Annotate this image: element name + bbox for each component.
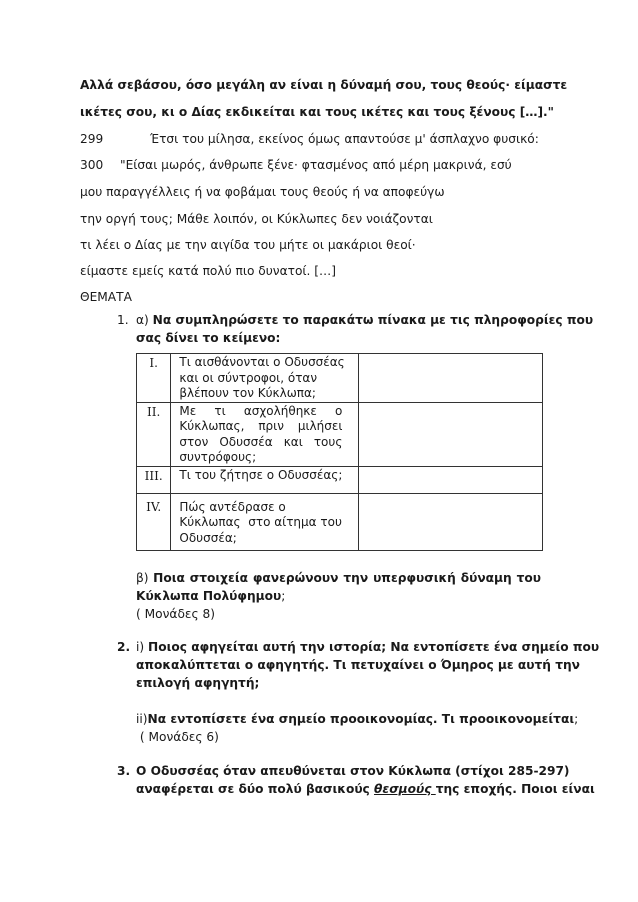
q1-prefix: α) <box>136 313 149 327</box>
verse-299 <box>80 131 539 147</box>
q2-marks: ( Μονάδες 6) <box>136 730 219 744</box>
row-answer-cell[interactable] <box>359 402 543 466</box>
q1b-prefix: β) <box>136 571 149 585</box>
row-question: Τι του ζήτησε ο Οδυσσέας; <box>171 466 359 493</box>
table-row <box>137 354 543 403</box>
text-line-2: ικέτες σου, κι ο Δίας εκδικείται και τους ικέτες και τους ξένους […]." <box>80 105 555 119</box>
q3-text-line2: αναφέρεται σε δύο πολύ βασικούς θεσμούς της εποχής. Ποιοι είναι <box>136 782 595 796</box>
text-line-5: μου παραγγέλλεις ή να φοβάμαι τους θεούς ή να αποφεύγω <box>80 185 445 199</box>
q2-prompt: i) Ποιος αφηγείται αυτή την ιστορία; Να εντοπίσετε ένα σημείο που αποκαλύπτεται ο αφηγητής. Τι πετυχαίνει ο Όμηρος με αυτή την επιλογή αφηγητή; ii)Να εντοπίσετε ένα σημείο προοικονομίας. Τι προοικονομείται; ( Μονάδες 6) <box>136 640 600 744</box>
q2i-prefix: i) <box>136 640 145 654</box>
q2-number: 2. <box>117 640 131 654</box>
row-answer-cell[interactable] <box>359 493 543 550</box>
table-row <box>137 402 543 466</box>
q2ii-prefix: ii) <box>136 712 148 726</box>
row-answer-cell[interactable] <box>359 354 543 403</box>
q1-text-line1: Να συμπληρώσετε το παρακάτω πίνακα με τις πληροφορίες που <box>152 313 594 327</box>
table-row <box>137 493 543 550</box>
q1-text-line2: σας δίνει το κείμενο: <box>136 331 281 345</box>
q2i-text-line1: Ποιος αφηγείται αυτή την ιστορία; Να εντοπίσετε ένα σημείο που <box>148 640 600 654</box>
themes-heading: ΘΕΜΑΤΑ <box>80 290 132 304</box>
text-line-6: την οργή τους; Μάθε λοιπόν, οι Κύκλωπες δεν νοιάζονται <box>80 212 433 226</box>
text-line-4: "Είσαι μωρός, άνθρωπε ξένε· φτασμένος από μέρη μακρινά, εσύ <box>120 158 512 172</box>
text-line-8: είμαστε εμείς κατά πολύ πιο δυνατοί. […] <box>80 264 337 278</box>
info-table <box>136 353 543 551</box>
row-number: III. <box>137 466 171 493</box>
row-question: Πώς αντέδρασε ο Κύκλωπας στο αίτημα του Οδυσσέα; <box>171 493 359 550</box>
q3-prompt <box>136 762 595 798</box>
q3-underlined-term: θεσμούς <box>374 782 436 796</box>
q1b-text-line1: Ποια στοιχεία φανερώνουν την υπερφυσική δύναμη του <box>153 571 542 585</box>
q2ii-text: Να εντοπίσετε ένα σημείο προοικονομίας. Τι προοικονομείται <box>147 712 575 726</box>
row-number: I. <box>137 354 171 403</box>
row-number: IV. <box>137 493 171 550</box>
row-number: II. <box>137 402 171 466</box>
line-number-299: 299 <box>80 132 104 146</box>
q1b-prompt: β) Ποια στοιχεία φανερώνουν την υπερφυσική δύναμη του Κύκλωπα Πολύφημου; ( Μονάδες 8) <box>136 569 546 623</box>
q1-marks: ( Μονάδες 8) <box>136 607 216 621</box>
q2i-text-line2: αποκαλύπτεται ο αφηγητής. Τι πετυχαίνει ο Όμηρος με αυτή την <box>136 658 580 672</box>
q1-number: 1. <box>117 313 129 327</box>
q3-text-line1: Ο Οδυσσέας όταν απευθύνεται στον Κύκλωπα (στίχοι 285-297) <box>136 764 570 778</box>
text-line-1: Αλλά σεβάσου, όσο μεγάλη αν είναι η δύναμή σου, τους θεούς· είμαστε <box>80 78 568 92</box>
row-question: Με τι ασχολήθηκε ο Κύκλωπας, πριν μιλήσει στον Οδυσσέα και τους συντρόφους; <box>171 402 359 466</box>
q3-number: 3. <box>117 764 131 778</box>
text-line-3: Έτσι του μίλησα, εκείνος όμως απαντούσε μ' άσπλαχνο φυσικό: <box>150 132 539 146</box>
row-question: Τι αισθάνονται ο Οδυσσέας και οι σύντροφοι, όταν βλέπουν τον Κύκλωπα; <box>171 354 359 403</box>
text-line-7: τι λέει ο Δίας με την αιγίδα του μήτε οι μακάριοι θεοί· <box>80 238 416 252</box>
q1-prompt <box>136 311 594 347</box>
q2i-text-line3: επιλογή αφηγητή; <box>136 676 260 690</box>
q1b-text-line2: Κύκλωπα Πολύφημου <box>136 589 282 603</box>
table-row <box>137 466 543 493</box>
verse-300 <box>80 157 512 173</box>
row-answer-cell[interactable] <box>359 466 543 493</box>
line-number-300: 300 <box>80 158 104 172</box>
